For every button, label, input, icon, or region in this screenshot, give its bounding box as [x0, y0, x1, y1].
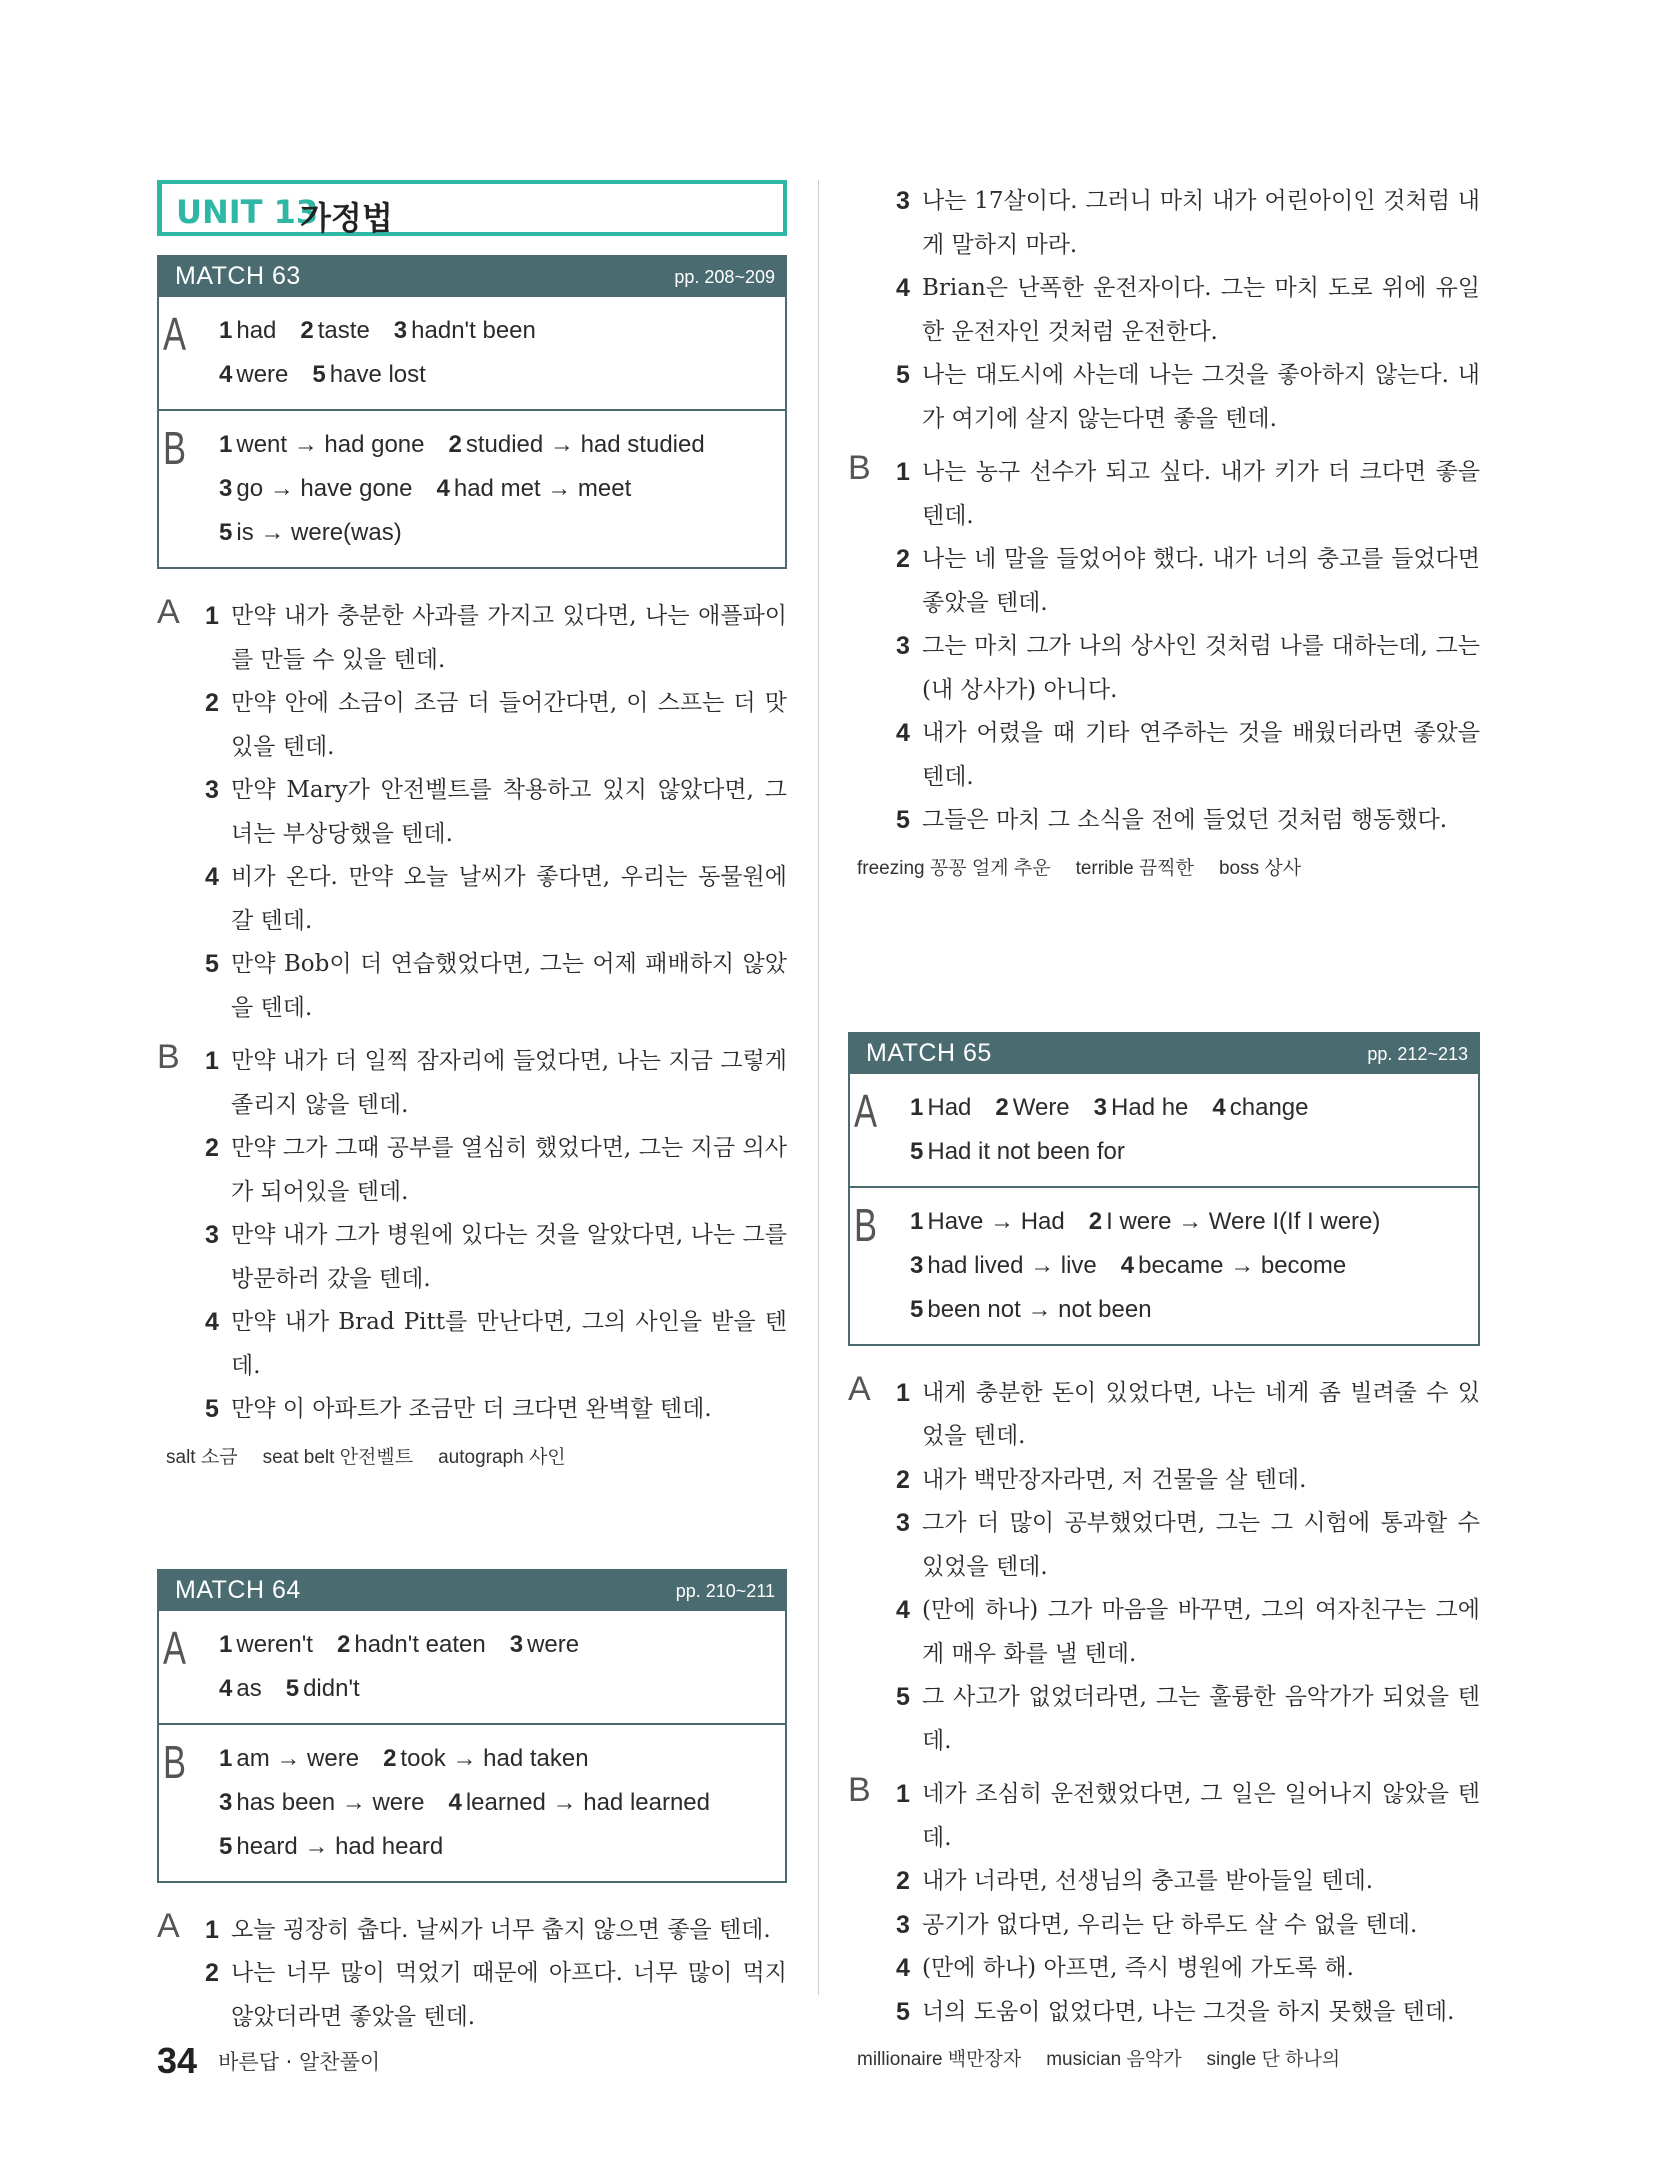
item-number: 2	[896, 545, 910, 573]
answer-number: 5	[910, 1295, 924, 1323]
item-number: 3	[205, 776, 219, 804]
answer-number: 3	[393, 317, 408, 344]
match64-vocabulary	[852, 853, 1480, 880]
answer-text: been not → not been	[927, 1295, 1152, 1323]
answer-number: 4	[219, 1674, 233, 1702]
section-letter: B	[163, 422, 187, 474]
answer-text: learned → had learned	[465, 1788, 710, 1816]
match-pages: pp. 208~209	[674, 267, 775, 287]
item-number: 1	[896, 1780, 910, 1808]
section-letter: A	[163, 1621, 187, 1674]
page-number: 34	[157, 2040, 198, 2081]
item-number: 1	[205, 602, 219, 630]
translation-item	[205, 1388, 787, 1432]
translation-item	[896, 267, 1480, 354]
translation-item	[205, 1301, 787, 1388]
item-text: 내가 너라면, 선생님의 충고를 받아들일 텐데.	[922, 1868, 1374, 1894]
answer-number: 1	[910, 1207, 924, 1235]
answer-text: Were	[1012, 1093, 1070, 1121]
right-column	[848, 180, 1480, 2071]
item-number: 5	[896, 361, 910, 389]
answer-line	[219, 467, 785, 511]
answer-text: didn't	[303, 1674, 360, 1702]
answer-line	[910, 1086, 1478, 1130]
item-number: 1	[896, 1378, 910, 1407]
answer-line	[910, 1130, 1478, 1174]
translation-item	[896, 1991, 1480, 2035]
translation-item	[205, 943, 787, 1030]
answer-line	[219, 423, 785, 467]
answer-section-b	[159, 1723, 785, 1881]
match-pages: pp. 212~213	[1367, 1043, 1468, 1064]
answer-number: 2	[300, 317, 314, 344]
item-text: 그가 더 많이 공부했었다면, 그는 그 시험에 통과할 수 있었을 텐데.	[922, 1510, 1480, 1580]
translation-item	[896, 625, 1480, 712]
translation-item	[205, 595, 787, 682]
section-letter: B	[848, 449, 871, 487]
answer-text: is → were(was)	[236, 519, 402, 546]
translation-item	[896, 799, 1480, 843]
item-number: 4	[205, 863, 219, 891]
vocab-item: boss 상사	[1218, 857, 1302, 879]
answer-number: 2	[1088, 1207, 1103, 1235]
item-number: 3	[205, 1221, 219, 1249]
answer-text: has been → were	[236, 1788, 425, 1816]
answer-text: were	[527, 1630, 580, 1658]
section-letter: B	[163, 1735, 187, 1788]
item-text: (만에 하나) 아프면, 즉시 병원에 가도록 해.	[922, 1955, 1354, 1981]
answer-text: taste	[317, 317, 370, 344]
match64-translation-transa	[848, 180, 1480, 441]
vocab-item: single 단 하나의	[1206, 2049, 1341, 2070]
item-number: 5	[205, 1395, 219, 1423]
item-number: 2	[896, 1465, 910, 1494]
match63-answer-box	[157, 255, 787, 569]
answer-section-a	[850, 1074, 1478, 1186]
item-number: 3	[896, 1910, 910, 1939]
vocab-item: terrible 끔찍한	[1075, 857, 1194, 879]
answer-text: had	[236, 317, 277, 344]
item-text: 나는 네 말을 들었어야 했다. 내가 너의 충고를 들었다면 좋았을 텐데.	[922, 546, 1480, 616]
book-title: 바른답 · 알찬풀이	[218, 2050, 381, 2074]
answer-section-a	[159, 297, 785, 409]
item-text: 비가 온다. 만약 오늘 날씨가 좋다면, 우리는 동물원에 갈 텐데.	[231, 864, 787, 934]
answer-number: 5	[219, 519, 233, 546]
answer-text: became → become	[1138, 1251, 1347, 1279]
answer-text: studied → had studied	[465, 431, 705, 458]
answer-text: Had	[927, 1093, 972, 1121]
left-column	[157, 180, 787, 2049]
item-text: 나는 17살이다. 그러니 마치 내가 어린아이인 것처럼 내게 말하지 마라.	[922, 188, 1480, 258]
answer-number: 4	[436, 475, 450, 502]
translation-item	[896, 1372, 1480, 1459]
item-number: 5	[896, 806, 910, 834]
vocab-item: seat belt 안전벨트	[262, 1446, 414, 1468]
answer-text: Have → Had	[927, 1207, 1065, 1235]
answer-number: 2	[383, 1744, 397, 1772]
answer-line	[219, 1667, 785, 1711]
item-text: 만약 이 아파트가 조금만 더 크다면 완벽할 텐데.	[231, 1396, 712, 1422]
section-letter: A	[157, 1906, 180, 1945]
answer-number: 4	[1120, 1251, 1135, 1279]
item-number: 4	[205, 1308, 219, 1336]
item-text: 내가 어렸을 때 기타 연주하는 것을 배웠더라면 좋았을 텐데.	[922, 720, 1480, 790]
answer-text: hadn't been	[411, 317, 536, 344]
item-text: 만약 안에 소금이 조금 더 들어간다면, 이 스프는 더 맛있을 텐데.	[231, 690, 787, 760]
answer-section-b	[850, 1186, 1478, 1344]
answer-number: 4	[448, 1788, 462, 1816]
translation-item	[205, 1214, 787, 1301]
answer-text: weren't	[236, 1630, 313, 1658]
item-text: 오늘 굉장히 춥다. 날씨가 너무 춥지 않으면 좋을 텐데.	[231, 1916, 771, 1943]
answer-text: go → have gone	[236, 475, 413, 502]
item-number: 2	[205, 689, 219, 717]
match63-vocabulary	[161, 1442, 787, 1469]
answer-number: 1	[219, 317, 233, 344]
answer-text: Had it not been for	[927, 1137, 1125, 1165]
answer-text: heard → had heard	[236, 1832, 444, 1860]
item-text: 그 사고가 없었더라면, 그는 훌륭한 음악가가 되었을 텐데.	[922, 1684, 1480, 1754]
answer-number: 2	[448, 431, 462, 458]
answer-line	[219, 1825, 785, 1869]
section-letter: A	[854, 1084, 878, 1137]
translation-item	[205, 1909, 787, 1953]
item-text: 그들은 마치 그 소식을 전에 들었던 것처럼 행동했다.	[922, 807, 1448, 833]
answer-text: am → were	[236, 1744, 360, 1772]
answer-number: 1	[219, 1744, 233, 1772]
section-letter: B	[854, 1198, 878, 1251]
item-number: 5	[896, 1683, 910, 1711]
vocab-item: autograph 사인	[438, 1446, 566, 1468]
match65-answer-box	[848, 1032, 1480, 1346]
answer-line	[219, 1737, 785, 1781]
item-text: 공기가 없다면, 우리는 단 하루도 살 수 없을 텐데.	[922, 1911, 1418, 1938]
translation-item	[896, 1676, 1480, 1763]
item-text: Brian은 난폭한 운전자이다. 그는 마치 도로 위에 유일한 운전자인 것처럼 운전한다.	[922, 275, 1480, 345]
answer-number: 1	[219, 1630, 233, 1658]
item-text: 만약 그가 그때 공부를 열심히 했었다면, 그는 지금 의사가 되어있을 텐데.	[231, 1135, 787, 1205]
item-text: 그는 마치 그가 나의 상사인 것처럼 나를 대하는데, 그는 (내 상사가) 아니다.	[922, 633, 1480, 703]
item-number: 1	[205, 1047, 219, 1075]
vocab-item: musician 음악가	[1046, 2049, 1182, 2070]
match-title: MATCH 65	[866, 1038, 992, 1067]
item-text: 나는 너무 많이 먹었기 때문에 아프다. 너무 많이 먹지 않았더라면 좋았을 텐데.	[231, 1960, 787, 2030]
translation-item	[205, 682, 787, 769]
answer-line	[910, 1244, 1478, 1288]
answer-number: 5	[219, 1832, 233, 1860]
item-number: 3	[896, 1509, 910, 1537]
answer-line	[219, 1781, 785, 1825]
match65-vocabulary	[852, 2044, 1480, 2071]
item-number: 2	[205, 1134, 219, 1162]
answer-number: 3	[1093, 1093, 1108, 1121]
item-text: 나는 농구 선수가 되고 싶다. 내가 키가 더 크다면 좋을 텐데.	[922, 459, 1480, 529]
answer-text: as	[236, 1674, 262, 1702]
answer-number: 4	[219, 361, 233, 388]
section-letter: B	[848, 1771, 871, 1809]
section-letter: B	[157, 1038, 180, 1076]
answer-text: had lived → live	[927, 1251, 1097, 1279]
item-text: 너의 도움이 없었다면, 나는 그것을 하지 못했을 텐데.	[922, 1998, 1455, 2025]
vocab-item: salt 소금	[166, 1446, 238, 1468]
translation-item	[896, 1860, 1480, 1904]
item-text: 만약 내가 더 일찍 잠자리에 들었다면, 나는 지금 그렇게 졸리지 않을 텐데.	[231, 1048, 787, 1118]
item-text: 만약 내가 그가 병원에 있다는 것을 알았다면, 나는 그를 방문하러 갔을 텐데.	[231, 1222, 787, 1292]
item-text: 내게 충분한 돈이 있었다면, 나는 네게 좀 빌려줄 수 있었을 텐데.	[922, 1379, 1480, 1449]
translation-item	[896, 538, 1480, 625]
item-number: 4	[896, 1954, 910, 1982]
item-number: 4	[896, 274, 910, 302]
answer-section-a	[159, 1611, 785, 1723]
translation-item	[896, 1589, 1480, 1676]
translation-item	[205, 1952, 787, 2039]
item-text: 만약 내가 Brad Pitt를 만난다면, 그의 사인을 받을 텐데.	[231, 1309, 787, 1379]
answer-number: 2	[336, 1630, 351, 1658]
translation-item	[896, 451, 1480, 538]
page-footer	[157, 2040, 380, 2082]
answer-number: 5	[910, 1137, 924, 1165]
match65-header	[850, 1032, 1478, 1074]
answer-number: 3	[509, 1630, 524, 1658]
match63-translation-transa	[157, 595, 787, 1030]
answer-number: 1	[219, 431, 233, 458]
translation-item	[896, 712, 1480, 799]
match-pages: pp. 210~211	[675, 1580, 775, 1601]
answer-text: hadn't eaten	[354, 1630, 486, 1658]
item-number: 3	[896, 187, 910, 215]
answer-line	[219, 1623, 785, 1667]
answer-text: I were → Were I(If I were)	[1106, 1207, 1381, 1235]
answer-text: had met → meet	[453, 475, 632, 502]
answer-line	[219, 353, 785, 397]
answer-number: 3	[219, 1788, 233, 1816]
answer-text: took → had taken	[400, 1744, 589, 1772]
translation-item	[896, 180, 1480, 267]
answer-line	[910, 1200, 1478, 1244]
section-letter: A	[848, 1369, 871, 1408]
answer-number: 4	[1212, 1093, 1226, 1121]
answer-text: have lost	[329, 361, 426, 388]
answer-text: Had he	[1111, 1093, 1189, 1121]
answer-number: 5	[312, 361, 326, 388]
item-number: 5	[896, 1997, 910, 2026]
answer-line	[219, 309, 785, 353]
item-text: 만약 Bob이 더 연습했었다면, 그는 어제 패배하지 않았을 텐데.	[231, 951, 787, 1021]
item-number: 2	[205, 1959, 219, 1987]
match64-header	[159, 1569, 785, 1611]
answer-text: change	[1229, 1093, 1309, 1121]
vocab-item: freezing 꽁꽁 얼게 추운	[857, 857, 1051, 879]
translation-item	[205, 1127, 787, 1214]
match64-translation-transa	[157, 1906, 787, 2040]
match-title: MATCH 64	[175, 1575, 301, 1604]
translation-item	[896, 1459, 1480, 1503]
item-text: 나는 대도시에 사는데 나는 그것을 좋아하지 않는다. 내가 여기에 살지 않는다면 좋을 텐데.	[922, 362, 1480, 432]
item-number: 1	[205, 1915, 219, 1944]
answer-number: 1	[910, 1093, 924, 1121]
section-letter: A	[163, 308, 187, 360]
item-text: 만약 내가 충분한 사과를 가지고 있다면, 나는 애플파이를 만들 수 있을 텐데.	[231, 603, 787, 673]
match-title: MATCH 63	[175, 262, 301, 290]
translation-item	[896, 1773, 1480, 1860]
match65-translation-transb	[848, 1773, 1480, 2034]
item-text: (만에 하나) 그가 마음을 바꾸면, 그의 여자친구는 그에게 매우 화를 낼 텐데.	[922, 1597, 1480, 1667]
item-number: 2	[896, 1867, 910, 1895]
item-number: 1	[896, 458, 910, 486]
match64-translation-transb	[848, 451, 1480, 843]
translation-item	[896, 354, 1480, 441]
answer-section-b	[159, 409, 785, 567]
match64-answer-box	[157, 1569, 787, 1883]
answer-line	[219, 511, 785, 555]
item-number: 4	[896, 719, 910, 747]
item-number: 4	[896, 1596, 910, 1624]
unit-name: 가정법	[300, 199, 393, 237]
answer-text: were	[236, 361, 289, 388]
answer-text: went → had gone	[236, 431, 425, 458]
translation-item	[205, 769, 787, 856]
translation-item	[896, 1502, 1480, 1589]
translation-item	[896, 1947, 1480, 1991]
item-text: 만약 Mary가 안전벨트를 착용하고 있지 않았다면, 그녀는 부상당했을 텐데.	[231, 777, 787, 847]
item-number: 3	[896, 632, 910, 660]
match63-header	[159, 255, 785, 297]
item-number: 5	[205, 950, 219, 978]
vocab-item: millionaire 백만장자	[857, 2049, 1022, 2070]
item-text: 내가 백만장자라면, 저 건물을 살 텐데.	[922, 1466, 1307, 1493]
answer-number: 3	[219, 475, 233, 502]
unit-title	[157, 180, 787, 236]
answer-line	[910, 1288, 1478, 1332]
match65-translation-transa	[848, 1369, 1480, 1764]
column-divider	[818, 180, 819, 1995]
translation-item	[205, 856, 787, 943]
unit-label: UNIT 13	[176, 193, 319, 231]
match63-translation-transb	[157, 1040, 787, 1432]
translation-item	[896, 1904, 1480, 1948]
answer-number: 2	[995, 1093, 1009, 1121]
answer-number: 5	[285, 1674, 300, 1702]
section-letter: A	[157, 593, 180, 631]
answer-number: 3	[910, 1251, 924, 1279]
item-text: 네가 조심히 운전했었다면, 그 일은 일어나지 않았을 텐데.	[922, 1781, 1480, 1851]
translation-item	[205, 1040, 787, 1127]
